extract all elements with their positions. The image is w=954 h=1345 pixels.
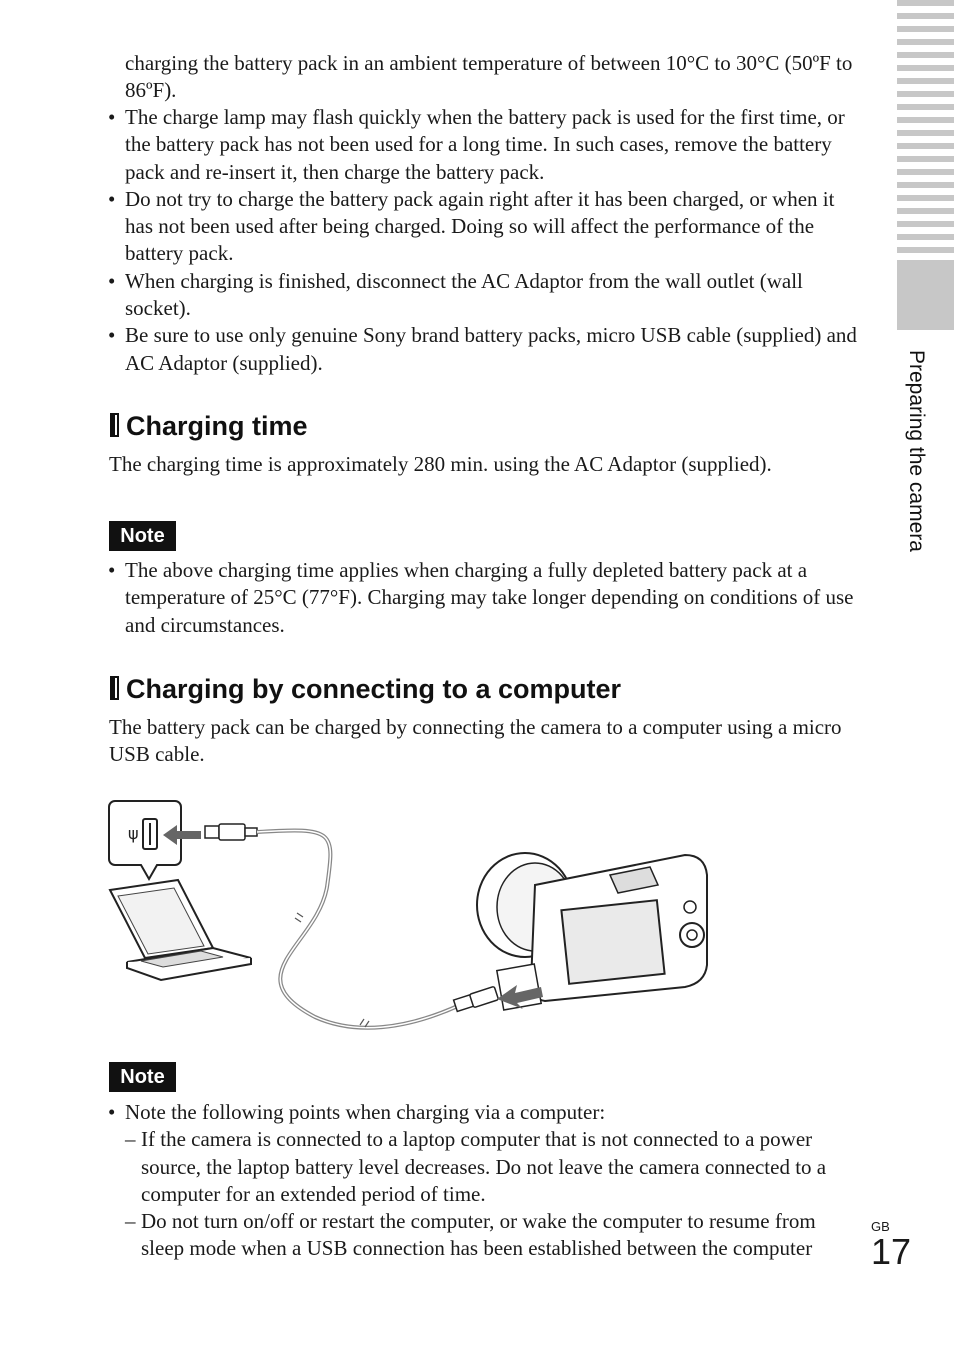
heading-text: Charging by connecting to a computer [126,674,622,704]
top-bullet-list [108,104,860,377]
section-tab-marker [897,0,954,330]
list-item: • Do not try to charge the battery pack again right after it has been charged, or when it has not been used after being charged. Doing so will affect the performance of the battery pack. [108,186,860,268]
note-list [108,557,860,639]
heading-marker-icon [110,413,119,437]
charging-computer-body: The battery pack can be charged by connecting the camera to a computer using a micro USB cable. [109,715,842,767]
note-sub-list [125,1126,860,1262]
cable-icon [257,830,460,1027]
camera-icon [477,853,707,1010]
charging-time-heading [110,410,308,442]
section-side-label: Preparing the camera [905,350,928,552]
list-item: • The charge lamp may flash quickly when the battery pack is used for the first time, or the battery pack has not been used for a long time. In such cases, remove the battery pack and re-insert it, then charge the battery pack. [108,104,860,186]
usb-charging-illustration [105,795,725,1045]
page-number: 17 [871,1231,912,1272]
charging-time-body: The charging time is approximately 280 min. using the AC Adaptor (supplied). [109,452,772,476]
list-item: • The above charging time applies when charging a fully depleted battery pack at a temperature of 25°C (77°F). Charging may take longer depending on conditions of use and circumstances. [108,557,860,639]
heading-marker-icon [110,676,119,700]
heading-text: Charging time [126,411,308,441]
list-item: • When charging is finished, disconnect the AC Adaptor from the wall outlet (wall socket). [108,268,860,323]
computer-note-list [108,1099,860,1263]
charging-computer-heading [110,673,621,705]
note-intro: Note the following points when charging via a computer: [125,1100,606,1124]
laptop-icon [110,880,251,980]
note-badge: Note [109,1062,176,1092]
list-item [108,1099,860,1263]
note-badge: Note [109,521,176,551]
continued-paragraph: charging the battery pack in an ambient temperature of between 10°C to 30°C (50ºF to 86ºF). [125,51,853,103]
list-item: – Do not turn on/off or restart the computer, or wake the computer to resume from sleep mode when a USB connection has been established between the computer [125,1208,860,1263]
list-item: – If the camera is connected to a laptop computer that is not connected to a power source, the laptop battery level decreases. Do not leave the camera connected to a computer for an extended period of time. [125,1126,860,1208]
list-item: • Be sure to use only genuine Sony brand battery packs, micro USB cable (supplied) and AC Adaptor (supplied). [108,322,860,377]
language-code: GB [871,1219,890,1234]
svg-text:ψ: ψ [128,824,139,843]
